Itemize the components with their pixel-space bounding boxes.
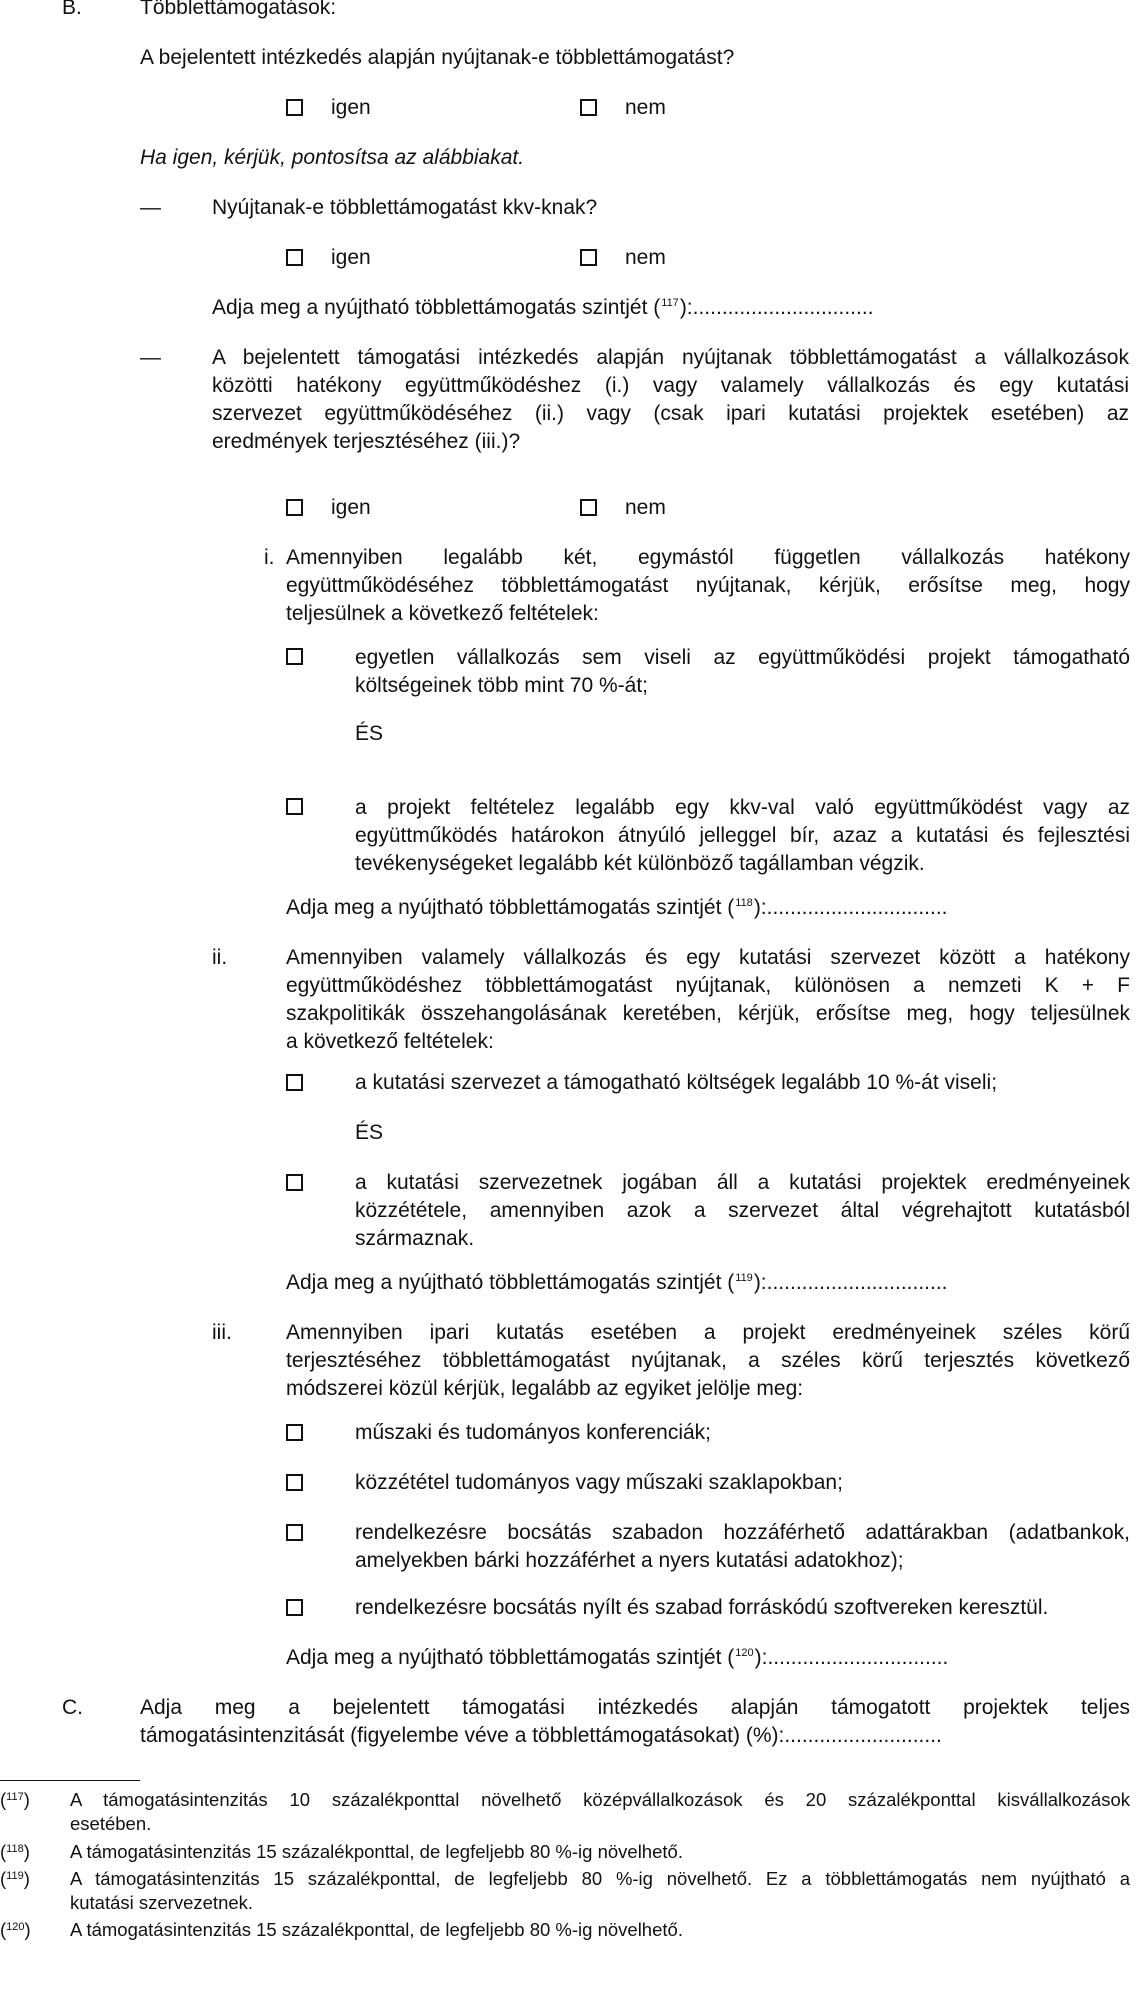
label-yes-main: igen	[331, 96, 371, 119]
footnote-ref-119: 119	[735, 1272, 753, 1284]
section-b-marker: B.	[62, 0, 82, 19]
level-suffix: ):	[753, 1271, 767, 1294]
item-i-cond1	[355, 644, 1130, 700]
section-c-dots: ...........................	[784, 1724, 942, 1747]
text-line: módszerei közül kérjük, legalább az egyiket jelölje meg:	[286, 1377, 804, 1400]
item-ii-cond2	[355, 1169, 1130, 1253]
checkbox-item-i-cond1[interactable]	[286, 648, 303, 665]
dash-marker: —	[140, 196, 161, 219]
level-prefix: Adja meg a nyújtható többlettámogatás szintjét (	[286, 896, 735, 919]
text-line: együttműködéshez többlettámogatást nyújtanak, különösen a nemzeti K + F	[286, 974, 1130, 997]
level-line-118	[286, 894, 948, 925]
question-sme: Nyújtanak-e többlettámogatást kkv-knak?	[212, 196, 598, 219]
level-dots: ...............................	[767, 1646, 949, 1669]
checkbox-yes-sme[interactable]	[286, 249, 303, 266]
footnote-number: ($^{120}$)	[0, 1919, 31, 1940]
checkbox-yes-main[interactable]	[286, 99, 303, 116]
dash-marker: —	[140, 346, 161, 369]
level-dots: ...............................	[766, 896, 948, 919]
level-dots: ...............................	[766, 1271, 948, 1294]
and-label: ÉS	[355, 1121, 384, 1144]
text-line: együttműködéséhez többlettámogatást nyújtanak, kérjük, erősítse meg, hogy	[286, 574, 1130, 597]
text-line: A bejelentett támogatási intézkedés alapján nyújtanak többlettámogatást a vállalkozások	[212, 346, 1129, 369]
footnote-117	[70, 1788, 1130, 1836]
label-no-main: nem	[625, 96, 666, 119]
checkbox-no-main[interactable]	[580, 99, 597, 116]
level-prefix: Adja meg a nyújtható többlettámogatás szintjét (	[286, 1271, 735, 1294]
footnote-118	[70, 1840, 1130, 1864]
item-i-text	[286, 544, 1130, 628]
footnote-separator	[0, 1780, 140, 1781]
text-line: a projekt feltételez legalább egy kkv-val való együttműködést vagy az	[355, 796, 1130, 819]
text-line: származnak.	[355, 1227, 475, 1250]
item-iii-opt2: közzététel tudományos vagy műszaki szaklapokban;	[355, 1471, 843, 1494]
text-line: Amennyiben legalább két, egymástól független vállalkozás hatékony	[286, 546, 1130, 569]
item-ii-marker: ii.	[212, 946, 228, 969]
item-iii-text	[286, 1319, 1130, 1403]
label-no-cooperation: nem	[625, 496, 666, 519]
text-line: Amennyiben ipari kutatás esetében a projekt eredményeinek széles körű	[286, 1321, 1130, 1344]
text-line: együttműködés határokon átnyúló jelleggel bír, azaz a kutatási és fejlesztési	[355, 824, 1130, 847]
text-line: a következő feltételek:	[286, 1030, 494, 1053]
text-line: szakpolitikák összehangolásának keretében, kérjük, erősítse meg, hogy teljesülnek	[286, 1002, 1130, 1025]
checkbox-item-iii-opt2[interactable]	[286, 1474, 303, 1491]
footnote-119	[70, 1867, 1130, 1915]
section-c-marker: C.	[62, 1696, 83, 1719]
text-line: költségeinek több mint 70 %-át;	[355, 674, 648, 697]
text-line: terjesztéséhez többlettámogatást nyújtanak, a széles körű terjesztés következő	[286, 1349, 1130, 1372]
question-cooperation	[212, 344, 1129, 456]
checkbox-item-ii-cond1[interactable]	[286, 1074, 303, 1091]
footnote-number: ($^{119}$)	[0, 1868, 30, 1889]
footnote-number: ($^{117}$)	[0, 1789, 30, 1810]
footnote-num-text: 117	[6, 1791, 24, 1803]
checkbox-item-iii-opt1[interactable]	[286, 1424, 303, 1441]
level-prefix: Adja meg a nyújtható többlettámogatás szintjét (	[212, 296, 661, 319]
item-ii-cond1: a kutatási szervezet a támogatható költségek legalább 10 %-át viseli;	[355, 1071, 998, 1094]
and-label: ÉS	[355, 722, 384, 745]
text-line: a kutatási szervezetnek jogában áll a kutatási projektek eredményeinek	[355, 1171, 1130, 1194]
checkbox-item-iii-opt3[interactable]	[286, 1524, 303, 1541]
checkbox-item-ii-cond2[interactable]	[286, 1174, 303, 1191]
item-iii-opt3	[355, 1519, 1130, 1575]
checkbox-yes-cooperation[interactable]	[286, 499, 303, 516]
if-yes-note: Ha igen, kérjük, pontosítsa az alábbiakat.	[140, 146, 525, 169]
footnote-ref-118: 118	[735, 897, 753, 909]
label-yes-cooperation: igen	[331, 496, 371, 519]
text-line: A támogatásintenzitás 15 százalékponttal, de legfeljebb 80 %-ig növelhető. Ez a többlettámogatás nem nyújtható a	[70, 1868, 1130, 1889]
label-yes-sme: igen	[331, 246, 371, 269]
text-line: amelyekben bárki hozzáférhet a nyers kutatási adatokhoz);	[355, 1549, 904, 1572]
text-line: rendelkezésre bocsátás szabadon hozzáférhető adattárakban (adatbankok,	[355, 1521, 1130, 1544]
checkbox-item-i-cond2[interactable]	[286, 798, 303, 815]
level-suffix: ):	[679, 296, 693, 319]
section-c-text-l2: támogatásintenzitását (figyelembe véve a többlettámogatásokat) (%):	[140, 1724, 785, 1747]
footnote-ref-120: 120	[735, 1647, 754, 1659]
item-iii-marker: iii.	[212, 1321, 232, 1344]
text-line: közötti hatékony együttműködéshez (i.) vagy valamely vállalkozás és egy kutatási	[212, 374, 1129, 397]
text-line	[140, 1722, 1130, 1750]
level-suffix: ):	[753, 896, 767, 919]
label-no-sme: nem	[625, 246, 666, 269]
section-c-text	[140, 1694, 1130, 1750]
text-line: eredmények terjesztéséhez (iii.)?	[212, 430, 521, 453]
item-iii-opt1: műszaki és tudományos konferenciák;	[355, 1421, 712, 1444]
item-ii-text	[286, 944, 1130, 1056]
text-line: tevékenységeket legalább két különböző tagállamban végzik.	[355, 852, 925, 875]
question-main: A bejelentett intézkedés alapján nyújtanak-e többlettámogatást?	[140, 46, 735, 69]
item-iii-opt4: rendelkezésre bocsátás nyílt és szabad forráskódú szoftvereken keresztül.	[355, 1596, 1049, 1619]
level-suffix: ):	[754, 1646, 768, 1669]
footnote-number: ($^{118}$)	[0, 1841, 30, 1862]
footnote-num-text: 119	[6, 1870, 24, 1882]
text-line: Adja meg a bejelentett támogatási intézkedés alapján támogatott projektek teljes	[140, 1696, 1130, 1719]
text-line: teljesülnek a következő feltételek:	[286, 602, 599, 625]
level-dots: ...............................	[692, 296, 874, 319]
item-i-cond2	[355, 794, 1130, 878]
text-line: közzététele, amennyiben azok a szervezet által végrehajtott kutatásból	[355, 1199, 1130, 1222]
text-line: Amennyiben valamely vállalkozás és egy kutatási szervezet között a hatékony	[286, 946, 1130, 969]
text-line: kutatási szervezetnek.	[70, 1892, 254, 1913]
item-i-marker: i.	[264, 546, 275, 569]
footnote-num-text: 120	[6, 1921, 25, 1933]
text-line: A támogatásintenzitás 15 százalékponttal, de legfeljebb 80 %-ig növelhető.	[70, 1841, 683, 1862]
section-b-title: Többlettámogatások:	[140, 0, 337, 19]
checkbox-item-iii-opt4[interactable]	[286, 1599, 303, 1616]
level-prefix: Adja meg a nyújtható többlettámogatás szintjét (	[286, 1646, 735, 1669]
level-line-117	[212, 294, 874, 325]
checkbox-no-sme[interactable]	[580, 249, 597, 266]
level-line-119	[286, 1269, 948, 1300]
text-line: szervezet együttműködéséhez (ii.) vagy (csak ipari kutatási projektek esetében) az	[212, 402, 1129, 425]
footnote-120	[70, 1918, 1130, 1942]
footnote-ref-117: 117	[661, 297, 679, 309]
level-line-120	[286, 1644, 948, 1675]
text-line: egyetlen vállalkozás sem viseli az együttműködési projekt támogatható	[355, 646, 1130, 669]
text-line: A támogatásintenzitás 10 százalékponttal növelhető középvállalkozások és 20 százalékponttal kisvállalkozások	[70, 1789, 1130, 1810]
text-line: esetében.	[70, 1813, 152, 1834]
footnote-num-text: 118	[6, 1843, 24, 1855]
text-line: A támogatásintenzitás 15 százalékponttal, de legfeljebb 80 %-ig növelhető.	[70, 1919, 683, 1940]
checkbox-no-cooperation[interactable]	[580, 499, 597, 516]
